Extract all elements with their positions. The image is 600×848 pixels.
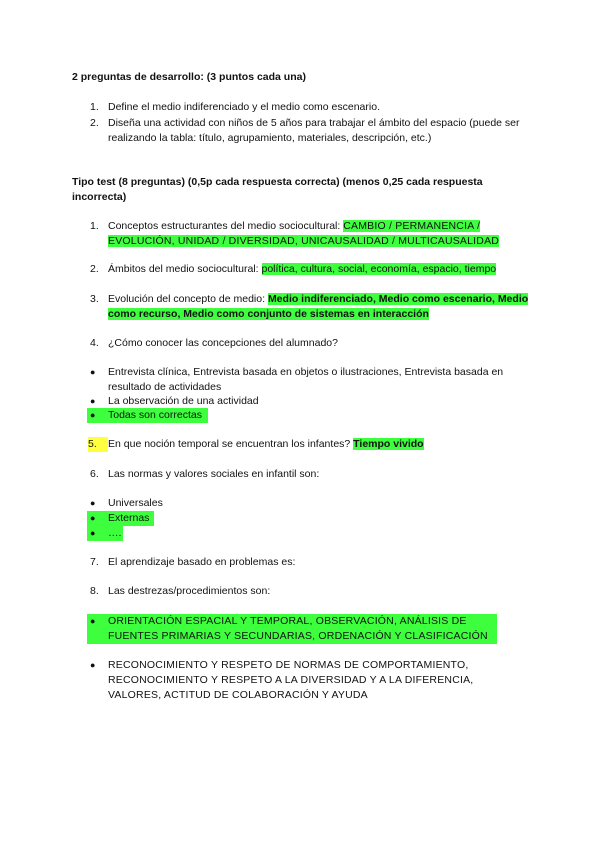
item-number: 2.: [90, 117, 99, 129]
correct-answer: Tiempo vivido: [353, 438, 424, 450]
question-text: Las destrezas/procedimientos son:: [108, 585, 271, 597]
bullet-icon: ●: [90, 498, 96, 508]
heading-test: Tipo test (8 preguntas) (0,5p cada respuesta correcta) (menos 0,25 cada respuesta incorrecta): [72, 176, 483, 203]
question-text: Las normas y valores sociales en infantil son:: [108, 468, 320, 480]
bullet-icon: ●: [90, 513, 96, 523]
bullet-icon: ●: [90, 410, 96, 420]
option-text: ORIENTACIÓN ESPACIAL Y TEMPORAL, OBSERVACIÓN, ANÁLISIS DE FUENTES PRIMARIAS Y SECUNDARIAS, ORDENACIÓN Y CLASIFICACIÓN: [108, 615, 488, 642]
option-text: Externas: [108, 512, 150, 524]
question-number: 4.: [90, 337, 99, 349]
correct-answer: CAMBIO / PERMANENCIA / EVOLUCIÓN, UNIDAD / DIVERSIDAD, UNICAUSALIDAD / MULTICAUSALIDAD: [108, 220, 500, 247]
question-text: Ámbitos del medio sociocultural:: [108, 263, 262, 275]
bullet-icon: ●: [90, 528, 96, 538]
option-text: RECONOCIMIENTO Y RESPETO DE NORMAS DE COMPORTAMIENTO, RECONOCIMIENTO Y RESPETO A LA DIVERSIDAD Y A LA DIFERENCIA, VALORES, ACTITUD DE COLABORACIÓN Y AYUDA: [108, 659, 474, 701]
question-number: 3.: [90, 293, 99, 305]
question-text: Conceptos estructurantes del medio sociocultural:: [108, 220, 344, 232]
question-number: 7.: [90, 556, 99, 568]
question-number: 1.: [90, 220, 99, 232]
question-number: 6.: [90, 468, 99, 480]
bullet-icon: ●: [90, 660, 96, 670]
bullet-icon: ●: [90, 616, 96, 626]
item-text: Diseña una actividad con niños de 5 años para trabajar el ámbito del espacio (puede ser realizando la tabla: título, agrupamiento, materiales, descripción, etc.): [108, 117, 520, 144]
bullet-icon: ●: [90, 367, 96, 377]
item-text: Define el medio indiferenciado y el medio como escenario.: [108, 101, 380, 113]
option-text: Todas son correctas: [108, 409, 202, 421]
question-text: Evolución del concepto de medio:: [108, 293, 268, 305]
bullet-icon: ●: [90, 396, 96, 406]
question-number: 5.: [88, 437, 108, 452]
heading-desarrollo: 2 preguntas de desarrollo: (3 puntos cada una): [72, 71, 306, 83]
question-text: El aprendizaje basado en problemas es:: [108, 556, 296, 568]
option-text: Entrevista clínica, Entrevista basada en objetos o ilustraciones, Entrevista basada en resultado de actividades: [108, 366, 504, 393]
option-text: ….: [108, 527, 122, 539]
item-number: 1.: [90, 101, 99, 113]
correct-answer: Medio indiferenciado, Medio como escenario, Medio como recurso, Medio como conjunto de sistemas en interacción: [108, 293, 529, 320]
correct-answer: política, cultura, social, economía, espacio, tiempo: [261, 263, 497, 275]
question-text: En que noción temporal se encuentran los infantes?: [108, 438, 354, 450]
question-text: ¿Cómo conocer las concepciones del alumnado?: [108, 337, 338, 349]
question-number: 2.: [90, 263, 99, 275]
option-text: Universales: [108, 497, 163, 509]
question-number: 8.: [90, 585, 99, 597]
option-text: La observación de una actividad: [108, 395, 259, 407]
